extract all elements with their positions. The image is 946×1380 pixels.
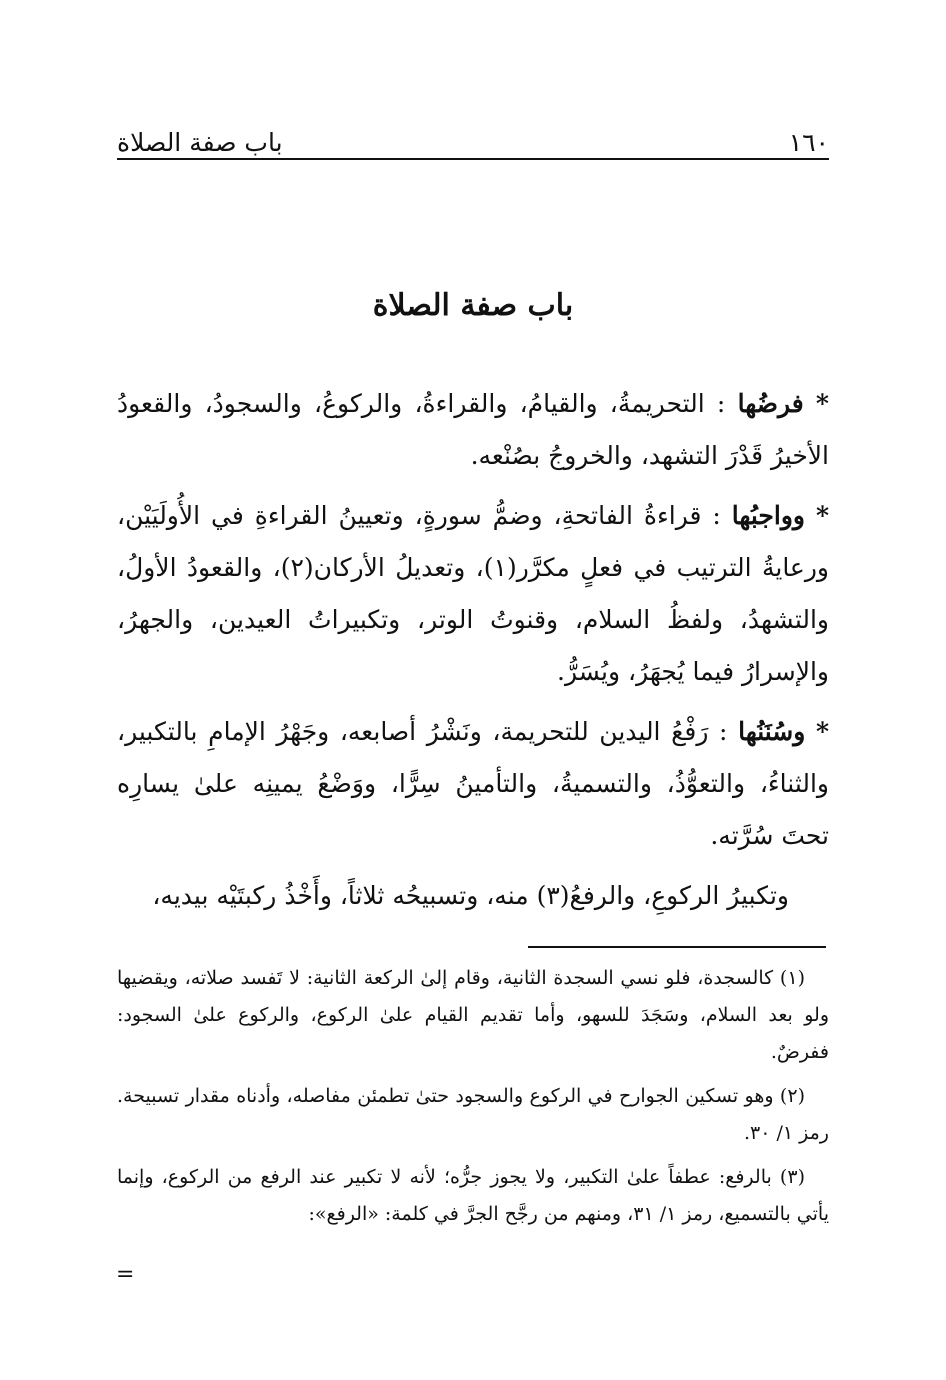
page-number: ١٦٠: [788, 128, 829, 157]
footnote-2: (٢) وهو تسكين الجوارح في الركوع والسجود حتىٰ تطمئن مفاصله، وأدناه مقدار تسبيحة. رمز ١/ ٣٠.: [117, 1085, 829, 1144]
section-requirements: [117, 490, 829, 698]
section-text: : قراءةُ الفاتحةِ، وضمُّ سورةٍ، وتعيينُ القراءةِ في الأُولَيَيْن، ورعايةُ الترتيب في فعلٍ مكرَّر(١)، وتعديلُ الأركان(٢)، والقعودُ الأولُ، والتشهدُ، ولفظُ السلام، وقنوتُ الوتر، وتكبيراتُ العيدين، والجهرُ، والإسرارُ فيما يُجهَرُ، ويُسَرُّ.: [117, 501, 829, 686]
section-bullet: *: [815, 717, 830, 746]
section-obligations: [117, 378, 829, 482]
section-heading: فرضُها: [737, 389, 804, 418]
continuation-paragraph: وتكبيرُ الركوعِ، والرفعُ(٣) منه، وتسبيحُه ثلاثاً، وأَخْذُ ركبتَيْه بيديه،: [152, 881, 789, 910]
footnote-1: (١) كالسجدة، فلو نسي السجدة الثانية، وقام إلىٰ الركعة الثانية: لا تَفسد صلاته، ويقضيها ولو بعد السلام، وسَجَدَ للسهو، وأما تقديم القيام علىٰ الركوع، والركوع علىٰ السجود: ففرضٌ.: [117, 967, 829, 1063]
main-text: [117, 378, 829, 930]
header-rule: [117, 158, 829, 160]
section-text: : التحريمةُ، والقيامُ، والقراءةُ، والركوعُ، والسجودُ، والقعودُ الأخيرُ قَدْرَ التشهد، والخروجُ بصُنْعه.: [117, 389, 829, 470]
section-heading: وواجبُها: [731, 501, 805, 530]
section-sunnahs: [117, 706, 829, 862]
section-heading: وسُنَنُها: [738, 717, 806, 746]
chapter-title: باب صفة الصلاة: [372, 288, 574, 323]
running-title: باب صفة الصلاة: [117, 128, 283, 157]
footnote-rule: [528, 946, 826, 948]
section-bullet: *: [815, 501, 830, 530]
section-text: : رَفْعُ اليدين للتحريمة، ونَشْرُ أصابعه، وجَهْرُ الإمامِ بالتكبير، والثناءُ، والتعوُّذُ، والتسميةُ، والتأمينُ سِرًّا، ووَضْعُ يمينِه علىٰ يسارِه تحتَ سُرَّته.: [117, 717, 829, 850]
continuation-mark: =: [116, 1262, 135, 1287]
page-header: [117, 113, 829, 157]
section-bullet: *: [815, 389, 829, 418]
footnotes: [117, 960, 829, 1240]
footnote-3: (٣) بالرفع: عطفاً علىٰ التكبير، ولا يجوز جرُّه؛ لأنه لا تكبير عند الرفع من الركوع، وإنما يأتي بالتسميع، رمز ١/ ٣١، ومنهم من رجَّح الجرَّ في كلمة: «الرفع»:: [117, 1166, 829, 1225]
